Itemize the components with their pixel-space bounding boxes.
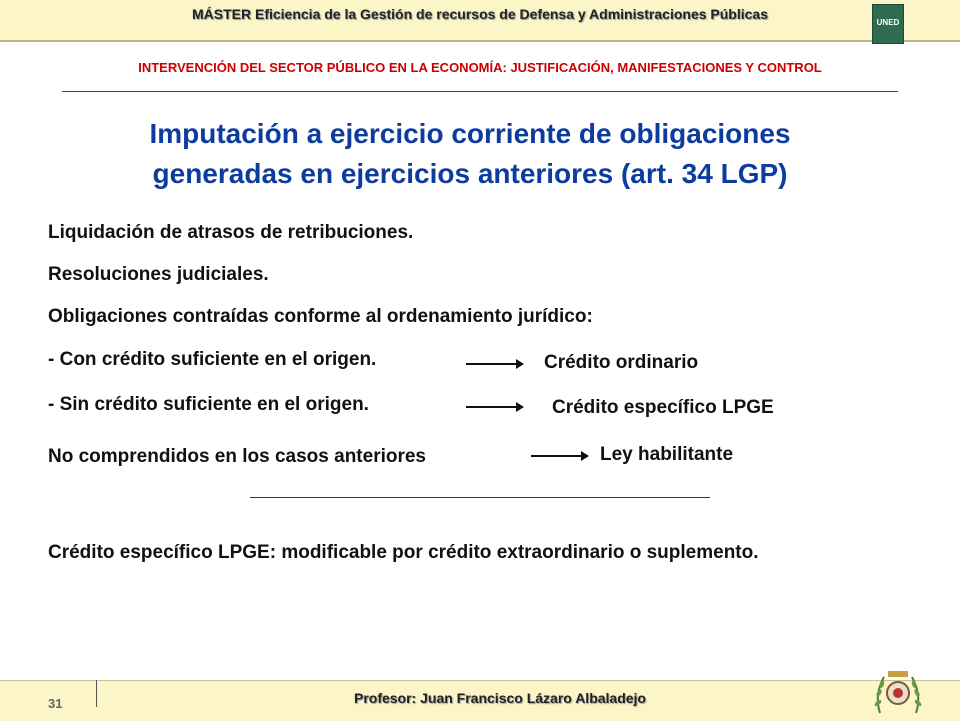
uned-logo-icon (872, 4, 904, 44)
title-line-2: generadas en ejercicios anteriores (art. 34 LGP) (152, 158, 788, 189)
arrow-right-icon (531, 455, 587, 457)
arrow-right-icon (466, 363, 522, 365)
result-especifico: Crédito específico LPGE (552, 397, 774, 418)
arrow-right-icon (466, 406, 522, 408)
note-text: Crédito específico LPGE: modificable por crédito extraordinario o suplemento. (48, 542, 759, 563)
header-divider (0, 40, 960, 42)
item-atrasos: Liquidación de atrasos de retribuciones. (48, 222, 414, 243)
section-subtitle: INTERVENCIÓN DEL SECTOR PÚBLICO EN LA ECONOMÍA: JUSTIFICACIÓN, MANIFESTACIONES Y CONTROL (138, 60, 822, 75)
subtitle-rule (62, 91, 898, 92)
case-no-comprendidos: No comprendidos en los casos anteriores (48, 446, 426, 467)
slide-title (60, 114, 880, 194)
case-sin-credito: - Sin crédito suficiente en el origen. (48, 394, 369, 415)
logo-text: UNED (876, 18, 900, 27)
master-title: MÁSTER Eficiencia de la Gestión de recursos de Defensa y Administraciones Públicas (191, 6, 768, 22)
result-ordinario: Crédito ordinario (544, 352, 699, 373)
emblem-icon (870, 665, 926, 720)
item-obligaciones: Obligaciones contraídas conforme al ordenamiento jurídico: (48, 306, 593, 327)
page-number: 31 (48, 696, 63, 711)
case-con-credito: - Con crédito suficiente en el origen. (48, 349, 377, 370)
title-line-1: Imputación a ejercicio corriente de obligaciones (149, 118, 791, 149)
item-resoluciones: Resoluciones judiciales. (48, 264, 269, 285)
result-ley: Ley habilitante (600, 444, 734, 465)
content-divider (250, 497, 710, 498)
professor-name: Profesor: Juan Francisco Lázaro Albaladejo (353, 690, 646, 706)
footer-separator (96, 680, 97, 707)
